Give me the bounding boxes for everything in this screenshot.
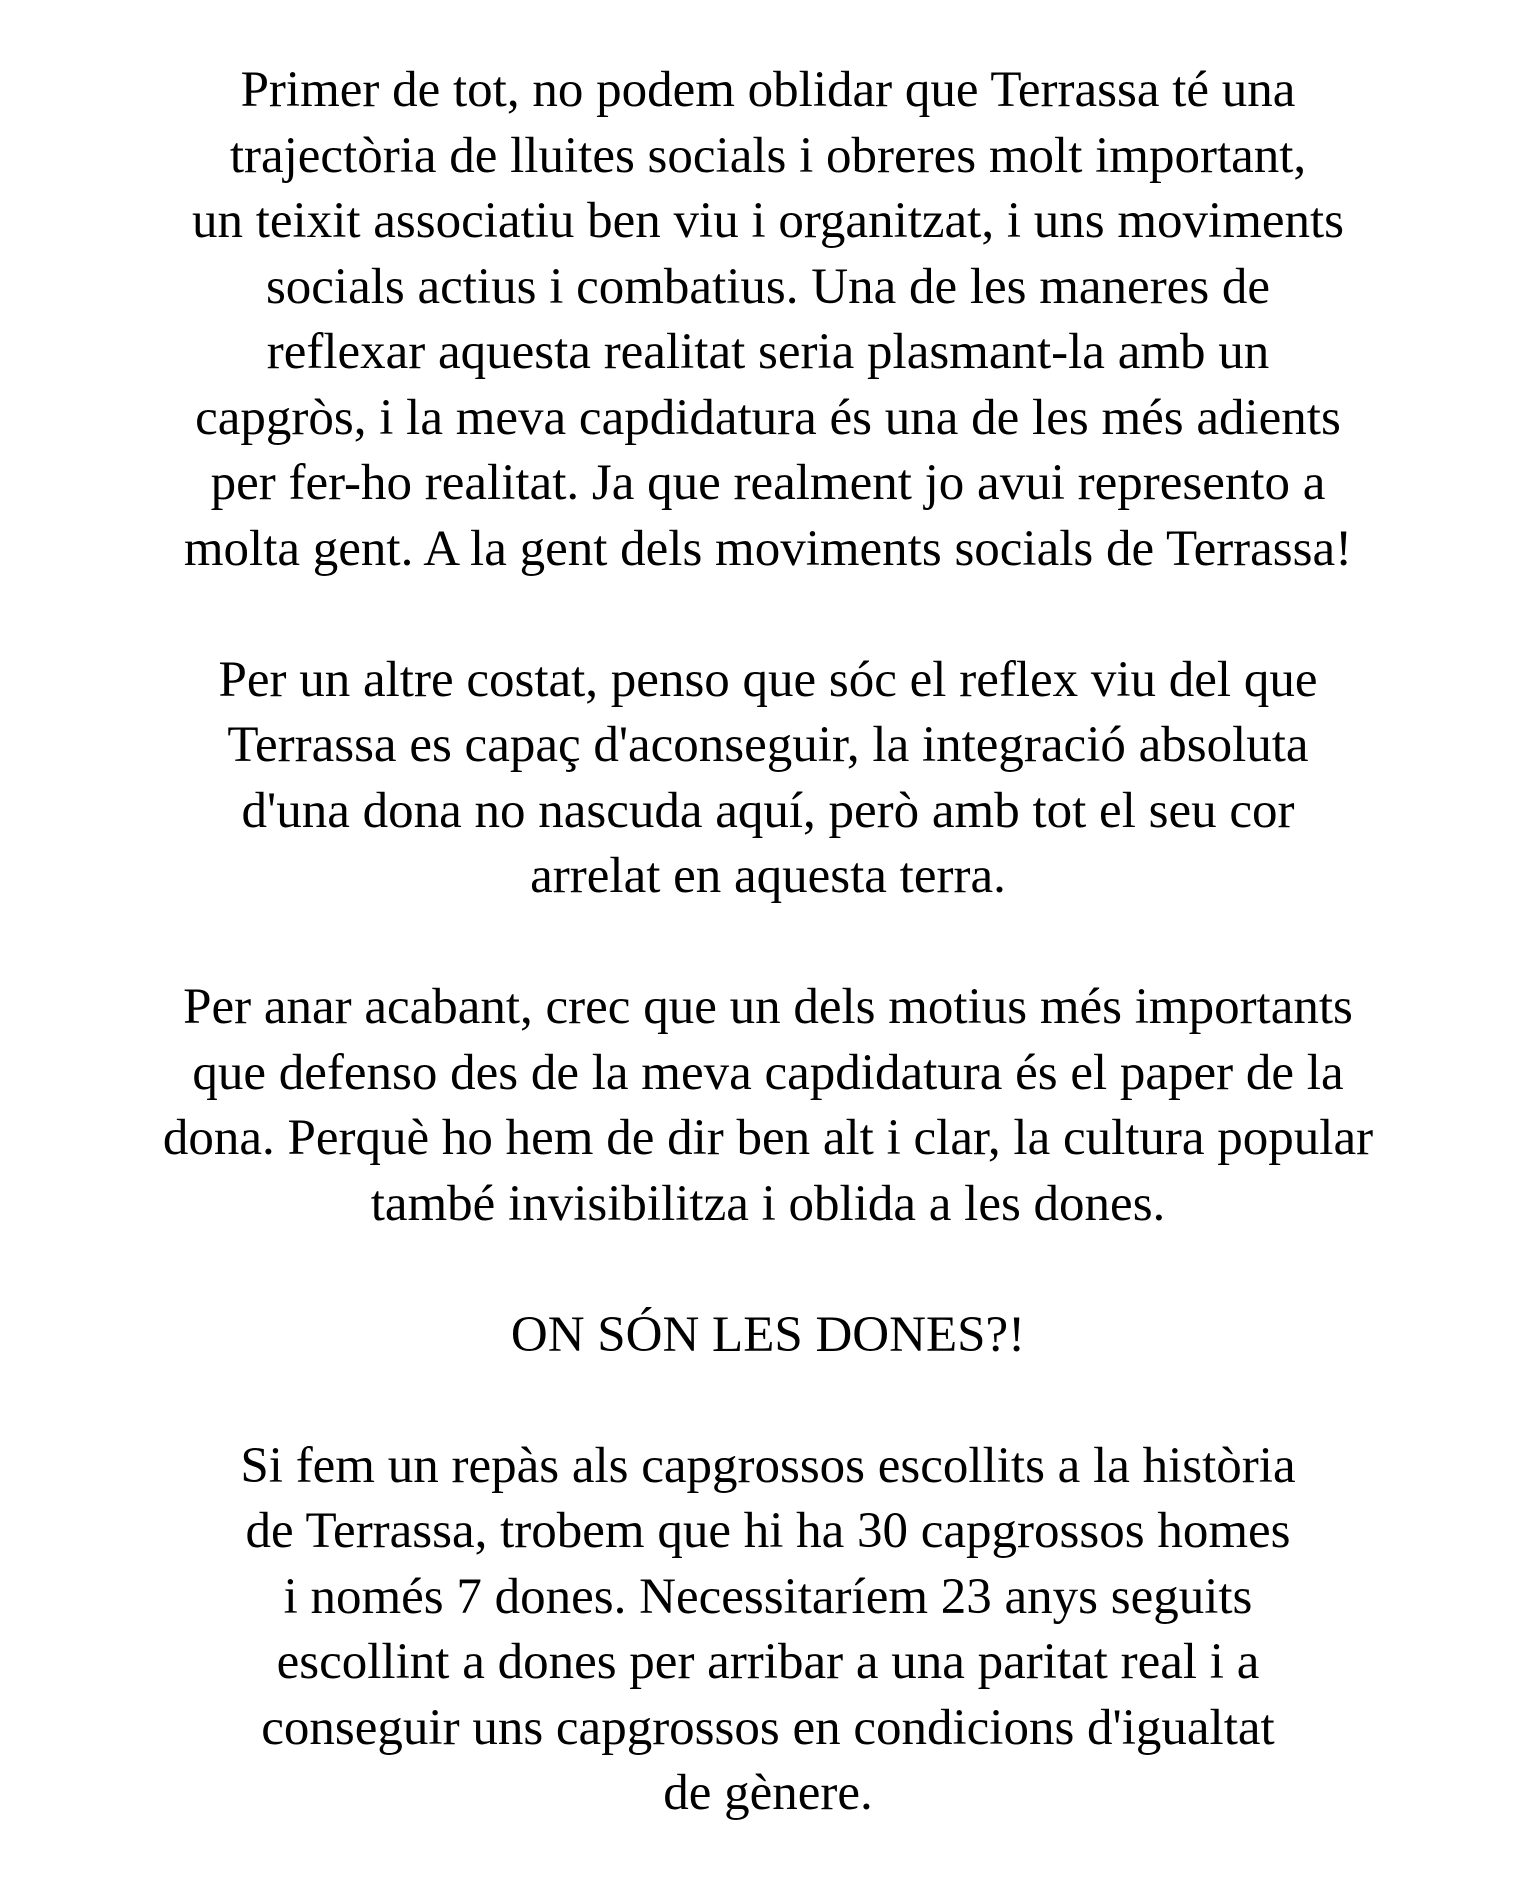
text-line: conseguir uns capgrossos en condicions d'igualtat: [261, 1699, 1275, 1756]
text-line: Si fem un repàs als capgrossos escollits a la història: [240, 1437, 1296, 1494]
paragraph-spacer: [0, 582, 1536, 648]
text-line: un teixit associatiu ben viu i organitzat, i uns moviments: [191, 193, 1345, 249]
paragraph-women-role: [0, 975, 1536, 1237]
paragraph-statistics: [0, 1434, 1536, 1827]
text-line: Primer de tot, no podem oblidar que Terrassa té una: [240, 62, 1296, 118]
text-line: que defenso des de la meva capdidatura és el paper de la: [192, 1044, 1344, 1101]
text-line: dona. Perquè ho hem de dir ben alt i clar, la cultura popular: [162, 1110, 1374, 1166]
text-line: escollint a dones per arribar a una paritat real i a: [276, 1634, 1260, 1690]
text-line: trajectòria de lluites socials i obreres molt important,: [229, 127, 1307, 184]
text-line: de Terrassa, trobem que hi ha 30 capgrossos homes: [245, 1503, 1291, 1559]
text-line: arrelat en aquesta terra.: [530, 848, 1006, 904]
text-line: reflexar aquesta realitat seria plasmant-la amb un: [266, 324, 1270, 380]
paragraph-heading: [0, 1303, 1536, 1369]
text-line: Per anar acabant, crec que un dels motius més importants: [183, 979, 1353, 1035]
text-line: també invisibilitza i oblida a les dones.: [370, 1175, 1166, 1232]
paragraph-intro: [0, 58, 1536, 582]
text-line: Per un altre costat, penso que sóc el reflex viu del que: [218, 651, 1318, 708]
text-line: i només 7 dones. Necessitaríem 23 anys seguits: [283, 1568, 1253, 1625]
text-line: de gènere.: [663, 1765, 873, 1821]
text-line: per fer-ho realitat. Ja que realment jo avui represento a: [210, 455, 1326, 511]
text-line: molta gent. A la gent dels moviments socials de Terrassa!: [183, 520, 1353, 577]
text-line: Terrassa es capaç d'aconseguir, la integració absoluta: [227, 717, 1309, 773]
text-line: capgròs, i la meva capdidatura és una de les més adients: [195, 389, 1341, 446]
text-line: d'una dona no nascuda aquí, però amb tot el seu cor: [241, 782, 1295, 839]
paragraph-spacer: [0, 1368, 1536, 1434]
heading-line: ON SÓN LES DONES?!: [510, 1306, 1026, 1363]
paragraph-integration: [0, 648, 1536, 910]
text-line: socials actius i combatius. Una de les maneres de: [265, 258, 1271, 315]
paragraph-spacer: [0, 910, 1536, 976]
paragraph-spacer: [0, 1237, 1536, 1303]
document-page: [0, 58, 1536, 1827]
